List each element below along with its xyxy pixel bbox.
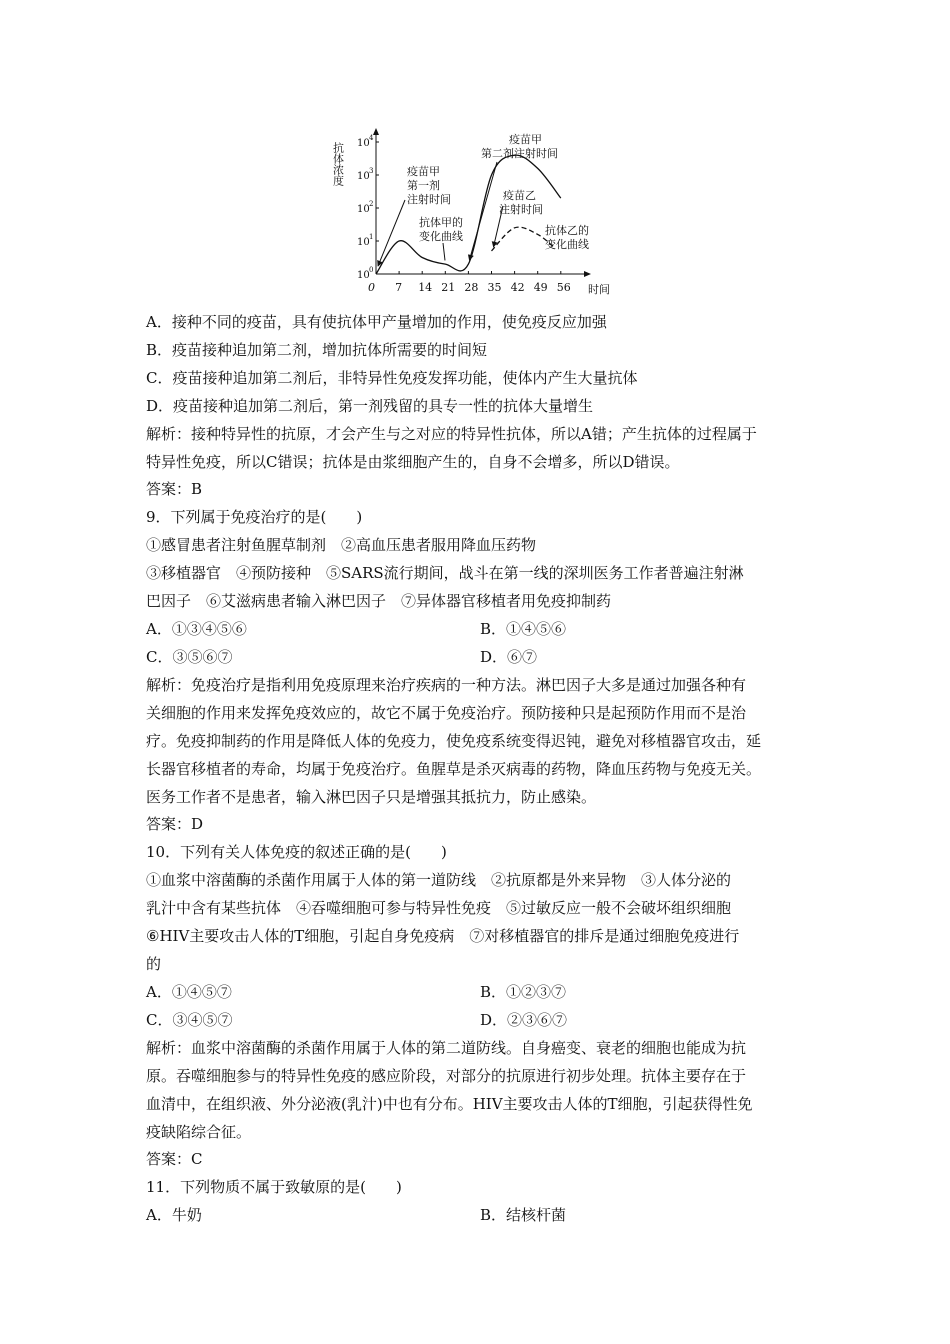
- annotation-vaccine-a-first-3: 注射时间: [407, 193, 451, 206]
- q9-option-a: A．①③④⑤⑥: [146, 620, 247, 638]
- q9-explanation-3: 疗。免疫抑制药的作用是降低人体的免疫力，使免疫系统变得迟钝，避免对移植器官攻击，延: [146, 732, 762, 750]
- x-tick-label: 35: [487, 281, 502, 294]
- x-tick-label: 56: [556, 281, 571, 294]
- q9-items-1: ①感冒患者注射鱼腥草制剂 ②高血压患者服用降血压药物: [146, 536, 537, 554]
- q10-explanation-1: 解析：血浆中溶菌酶的杀菌作用属于人体的第二道防线。自身癌变、衰老的细胞也能成为抗: [146, 1039, 747, 1057]
- x-tick-label: 42: [510, 281, 525, 294]
- x-tick-label: 0: [368, 281, 375, 294]
- x-tick-label: 49: [533, 281, 548, 294]
- q10-option-c: C．③④⑤⑦: [146, 1011, 233, 1029]
- q10-items-2: 乳汁中含有某些抗体 ④吞噬细胞可参与特异性免疫 ⑤过敏反应一般不会破坏组织细胞: [146, 899, 732, 917]
- y-tick-label: 10: [357, 237, 370, 248]
- q8-option-c: C．疫苗接种追加第二剂后，非特异性免疫发挥功能，使体内产生大量抗体: [146, 369, 638, 387]
- q10-option-b: B．①②③⑦: [480, 983, 567, 1001]
- q9-explanation-4: 长器官移植者的寿命，均属于免疫治疗。鱼腥草是杀灭病毒的药物，降血压药物与免疫无关。: [146, 760, 762, 778]
- q10-items-3: ⑥HIV主要攻击人体的T细胞，引起自身免疫病 ⑦对移植器官的排斥是通过细胞免疫进行: [146, 927, 740, 945]
- q8-option-b: B．疫苗接种追加第二剂，增加抗体所需要的时间短: [146, 341, 488, 359]
- q10-option-a: A．①④⑤⑦: [146, 983, 232, 1001]
- q11-option-a: A．牛奶: [146, 1206, 202, 1224]
- q8-option-d: D．疫苗接种追加第二剂后，第一剂残留的具专一性的抗体大量增生: [146, 397, 594, 415]
- y-tick-exponent: 3: [369, 167, 374, 175]
- y-tick-exponent: 1: [369, 233, 374, 241]
- q9-explanation-1: 解析：免疫治疗是指利用免疫原理来治疗疾病的一种方法。淋巴因子大多是通过加强各种有: [146, 676, 747, 694]
- annotation-antibody-a-1: 抗体甲的: [419, 216, 463, 229]
- arrow-vaccine-a-second: [469, 162, 497, 260]
- annotation-vaccine-b-2: 注射时间: [499, 203, 543, 216]
- annotation-vaccine-b-1: 疫苗乙: [503, 189, 536, 202]
- q9-items-3: 巴因子 ⑥艾滋病患者输入淋巴因子 ⑦异体器官移植者用免疫抑制药: [146, 592, 612, 610]
- y-tick-label: 10: [357, 270, 370, 281]
- leader-antibody-a: [443, 243, 445, 260]
- q9-answer: 答案：D: [146, 815, 204, 833]
- q9-explanation-2: 关细胞的作用来发挥免疫效应的，故它不属于免疫治疗。预防接种只是起预防作用而不是治: [146, 704, 747, 722]
- y-tick-exponent: 0: [369, 266, 374, 274]
- q10-stem: 10．下列有关人体免疫的叙述正确的是( ): [146, 843, 447, 861]
- q10-explanation-4: 疫缺陷综合征。: [146, 1123, 252, 1141]
- y-axis-label: 抗体浓度: [331, 142, 345, 186]
- q9-stem: 9．下列属于免疫治疗的是( ): [146, 508, 363, 526]
- annotation-antibody-b-1: 抗体乙的: [545, 224, 589, 237]
- x-tick-label: 28: [464, 281, 479, 294]
- y-tick-label: 10: [357, 171, 370, 182]
- y-tick-exponent: 2: [369, 200, 374, 208]
- y-tick-exponent: 4: [369, 134, 374, 142]
- y-axis-arrow: [373, 128, 379, 135]
- q11-stem: 11．下列物质不属于致敏原的是( ): [146, 1178, 402, 1196]
- q8-option-a: A．接种不同的疫苗，具有使抗体甲产量增加的作用，使免疫反应加强: [146, 313, 607, 331]
- y-tick-label: 10: [357, 204, 370, 215]
- q10-items-4: 的: [146, 955, 162, 973]
- annotation-vaccine-a-second-2: 第二剂注射时间: [481, 147, 558, 160]
- q8-answer: 答案：B: [146, 480, 203, 498]
- x-tick-label: 14: [418, 281, 433, 294]
- q10-answer: 答案：C: [146, 1150, 203, 1168]
- q10-option-d: D．②③⑥⑦: [480, 1011, 568, 1029]
- annotation-vaccine-a-first-1: 疫苗甲: [407, 165, 440, 178]
- q8-explanation-1: 解析：接种特异性的抗原，才会产生与之对应的特异性抗体，所以A错；产生抗体的过程属于: [146, 425, 757, 443]
- q9-option-d: D．⑥⑦: [480, 648, 538, 666]
- x-axis-arrow: [584, 271, 591, 277]
- arrow-vaccine-a-first: [378, 200, 405, 266]
- q8-explanation-2: 特异性免疫，所以C错误；抗体是由浆细胞产生的，自身不会增多，所以D错误。: [146, 453, 680, 471]
- annotation-vaccine-a-first-2: 第一剂: [407, 179, 440, 192]
- q9-option-b: B．①④⑤⑥: [480, 620, 567, 638]
- antibody-concentration-chart: [331, 126, 615, 302]
- q9-items-2: ③移植器官 ④预防接种 ⑤SARS流行期间，战斗在第一线的深圳医务工作者普遍注射淋: [146, 564, 744, 582]
- annotation-antibody-b-2: 变化曲线: [545, 238, 589, 251]
- x-tick-label: 7: [395, 281, 403, 294]
- q9-explanation-5: 医务工作者不是患者，输入淋巴因子只是增强其抵抗力，防止感染。: [146, 788, 597, 806]
- q10-explanation-3: 血清中，在组织液、外分泌液(乳汁)中也有分布。HIV主要攻击人体的T细胞，引起获得性免: [146, 1095, 753, 1113]
- x-tick-label: 21: [441, 281, 456, 294]
- annotation-antibody-a-2: 变化曲线: [419, 230, 463, 243]
- y-tick-label: 10: [357, 138, 370, 149]
- q11-option-b: B．结核杆菌: [480, 1206, 567, 1224]
- annotation-vaccine-a-second-1: 疫苗甲: [509, 133, 542, 146]
- q9-option-c: C．③⑤⑥⑦: [146, 648, 233, 666]
- q10-items-1: ①血浆中溶菌酶的杀菌作用属于人体的第一道防线 ②抗原都是外来异物 ③人体分泌的: [146, 871, 732, 889]
- q10-explanation-2: 原。吞噬细胞参与的特异性免疫的感应阶段，对部分的抗原进行初步处理。抗体主要存在于: [146, 1067, 747, 1085]
- x-axis-label: 时间: [588, 283, 610, 296]
